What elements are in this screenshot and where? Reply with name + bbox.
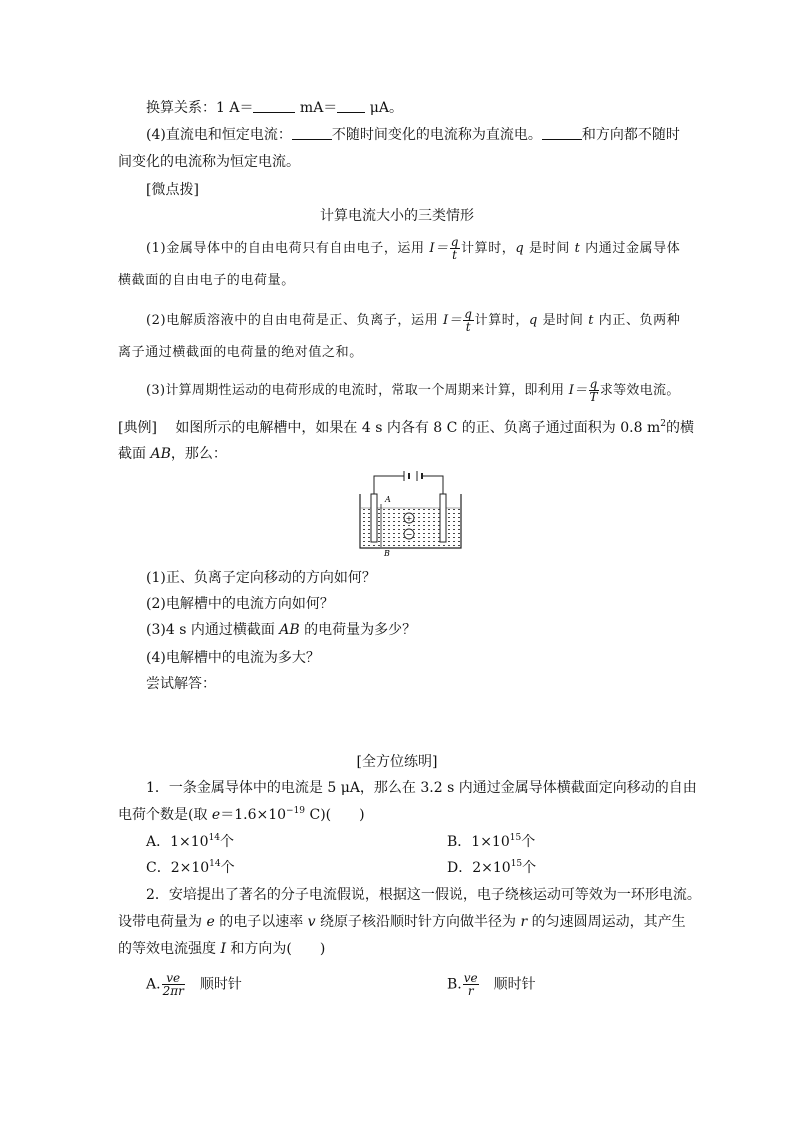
fraction-numerator: q — [589, 377, 598, 391]
option-text: 个 — [220, 860, 235, 876]
tip-text: (2)电解质溶液中的自由电荷是正、负离子，运用 — [146, 313, 443, 328]
plus-sign: + — [405, 514, 413, 523]
answer-blank[interactable] — [292, 126, 332, 140]
question-text: 的匀速圆周运动，其产生 — [527, 914, 686, 930]
superscript: 15 — [509, 833, 522, 843]
example-q1: (1)正、负离子定向移动的方向如何？ — [146, 570, 376, 586]
p1-option-d[interactable] — [447, 859, 536, 877]
p1-line2 — [118, 806, 365, 824]
formula-symbol: I＝ — [442, 313, 463, 328]
tip-text: (3)计算周期性运动的电荷形成的电流时，常取一个周期来计算，即利用 — [146, 383, 569, 398]
p1-line1: 1．一条金属导体中的电流是 5 μA，那么在 3.2 s 内通过金属导体横截面定向移动的自由 — [146, 780, 697, 796]
example-q3 — [146, 621, 416, 639]
question-text: 和方向为( ) — [225, 941, 326, 957]
tip3-line — [146, 378, 680, 403]
p1-option-c[interactable] — [146, 859, 235, 877]
example-line2 — [118, 445, 227, 463]
superscript: −19 — [286, 806, 306, 816]
question-text: 设带电荷量为 — [118, 914, 207, 930]
example-line1 — [118, 419, 694, 437]
question-text: 电荷个数是(取 — [118, 807, 212, 823]
tip1-line1 — [146, 236, 680, 261]
symbol-i: I — [220, 941, 226, 957]
p2-option-a[interactable] — [146, 972, 242, 997]
answer-blank[interactable] — [337, 99, 365, 113]
superscript: 14 — [209, 859, 221, 869]
option-label: B. — [447, 976, 462, 993]
practice-title: [全方位练明] — [356, 754, 438, 770]
fraction-q-over-T — [589, 378, 599, 403]
p2-option-b[interactable] — [447, 972, 536, 997]
question-text: ＝1.6×10 — [220, 807, 287, 823]
label-a: A — [385, 495, 391, 504]
symbol-q: q — [529, 313, 538, 328]
question-text: 的电荷量为多少？ — [299, 622, 417, 638]
conversion-text: 换算关系：1 A＝ — [146, 100, 254, 116]
item4-text: (4)直流电和恒定电流： — [146, 127, 292, 143]
fraction-numerator: ve — [162, 972, 185, 985]
symbol-v: v — [307, 914, 316, 930]
right-electrode — [440, 494, 446, 542]
fraction-ve-over-2pir — [162, 972, 185, 997]
fraction-denominator: 2πr — [162, 984, 184, 998]
fraction-denominator: t — [452, 248, 458, 262]
formula-symbol: I＝ — [429, 241, 449, 256]
option-text: 顺时针 — [493, 976, 536, 993]
question-text: 的电子以速率 — [214, 914, 308, 930]
conversion-text: μA。 — [369, 100, 403, 116]
tip-text: 是时间 — [537, 313, 589, 328]
answer-blank[interactable] — [542, 126, 582, 140]
item4-line1 — [146, 126, 680, 144]
formula-symbol: I＝ — [568, 383, 588, 398]
fraction-denominator: t — [465, 320, 472, 334]
tip-text: 求等效电流。 — [599, 383, 680, 398]
electrolytic-cell-figure — [357, 468, 465, 560]
item4-text: 不随时间变化的电流称为直流电。 — [331, 127, 542, 143]
p1-option-b[interactable] — [447, 833, 535, 851]
symbol-t: t — [588, 313, 595, 328]
tip1-line2: 横截面的自由电子的电荷量。 — [118, 273, 295, 288]
option-text: 个 — [220, 834, 235, 850]
symbol-e: e — [206, 914, 215, 930]
item4-text: 和方向都不随时 — [581, 127, 680, 143]
unit-conversion-line — [146, 99, 403, 117]
fraction-numerator: q — [464, 307, 473, 321]
example-q4: (4)电解槽中的电流为多大？ — [146, 650, 320, 666]
tip-text: 是时间 — [524, 241, 575, 256]
p2-line2 — [118, 913, 686, 931]
question-text: C)( ) — [305, 807, 365, 823]
fraction-denominator: r — [467, 984, 474, 998]
question-text: (3)4 s 内通过横截面 — [146, 622, 280, 638]
p2-line3 — [118, 940, 325, 958]
symbol-r: r — [520, 914, 528, 930]
question-text: 绕原子核沿顺时针方向做半径为 — [315, 914, 521, 930]
option-text: 个 — [521, 834, 536, 850]
option-text: C．2×10 — [146, 860, 210, 876]
fraction-denominator: T — [589, 390, 598, 404]
tip2-line2: 离子通过横截面的电荷量的绝对值之和。 — [118, 345, 363, 360]
p1-option-a[interactable] — [146, 833, 234, 851]
minus-sign: − — [405, 530, 413, 539]
tip-text: 计算时， — [461, 241, 516, 256]
tip-title: 计算电流大小的三类情形 — [320, 208, 474, 224]
example-text: ，那么： — [170, 446, 227, 462]
item4-line2: 间变化的电流称为恒定电流。 — [118, 154, 300, 170]
tip-text: 计算时， — [474, 313, 529, 328]
tip-text: (1)金属导体中的自由电荷只有自由电子，运用 — [146, 241, 430, 256]
label-b: B — [384, 549, 390, 558]
battery-icon — [401, 471, 427, 481]
tip2-line1 — [146, 308, 680, 333]
symbol-e: e — [211, 807, 221, 823]
question-text: 的等效电流强度 — [118, 941, 221, 957]
example-text: 截面 — [118, 446, 151, 462]
example-text: 的横 — [665, 420, 694, 436]
fraction-q-over-t — [450, 236, 460, 261]
p2-line1: 2．安培提出了著名的分子电流假说，根据这一假说，电子绕核运动可等效为一环形电流。 — [146, 887, 701, 903]
symbol-ab: AB — [150, 446, 171, 462]
wire-right — [427, 476, 443, 494]
option-text: 个 — [522, 860, 537, 876]
option-text: D．2×10 — [447, 860, 511, 876]
fraction-q-over-t — [463, 308, 473, 333]
example-q2: (2)电解槽中的电流方向如何？ — [146, 596, 334, 612]
tip-text: 内正、负两种 — [594, 313, 681, 328]
option-label: A. — [146, 976, 161, 993]
fraction-ve-over-r — [463, 972, 479, 997]
symbol-ab: AB — [279, 622, 300, 638]
symbol-q: q — [515, 241, 525, 256]
superscript: 14 — [208, 833, 221, 843]
option-text: 顺时针 — [199, 976, 242, 993]
tip-text: 内通过金属导体 — [580, 241, 681, 256]
wire-left — [374, 476, 401, 494]
answer-prompt[interactable]: 尝试解答： — [146, 676, 216, 692]
conversion-text: mA＝ — [299, 100, 338, 116]
option-text: B．1×10 — [447, 834, 510, 850]
tip-tag: [微点拨] — [146, 182, 199, 198]
superscript: 2 — [660, 419, 666, 429]
option-text: A．1×10 — [146, 834, 209, 850]
answer-blank[interactable] — [253, 99, 295, 113]
fraction-numerator: q — [450, 235, 459, 249]
example-tag: [典例] — [118, 420, 157, 436]
left-electrode — [371, 494, 377, 542]
fraction-numerator: ve — [463, 971, 478, 985]
example-text: 如图所示的电解槽中，如果在 4 s 内各有 8 C 的正、负离子通过面积为 0.8 m — [175, 420, 661, 436]
superscript: 15 — [510, 859, 523, 869]
symbol-t: t — [574, 241, 581, 256]
